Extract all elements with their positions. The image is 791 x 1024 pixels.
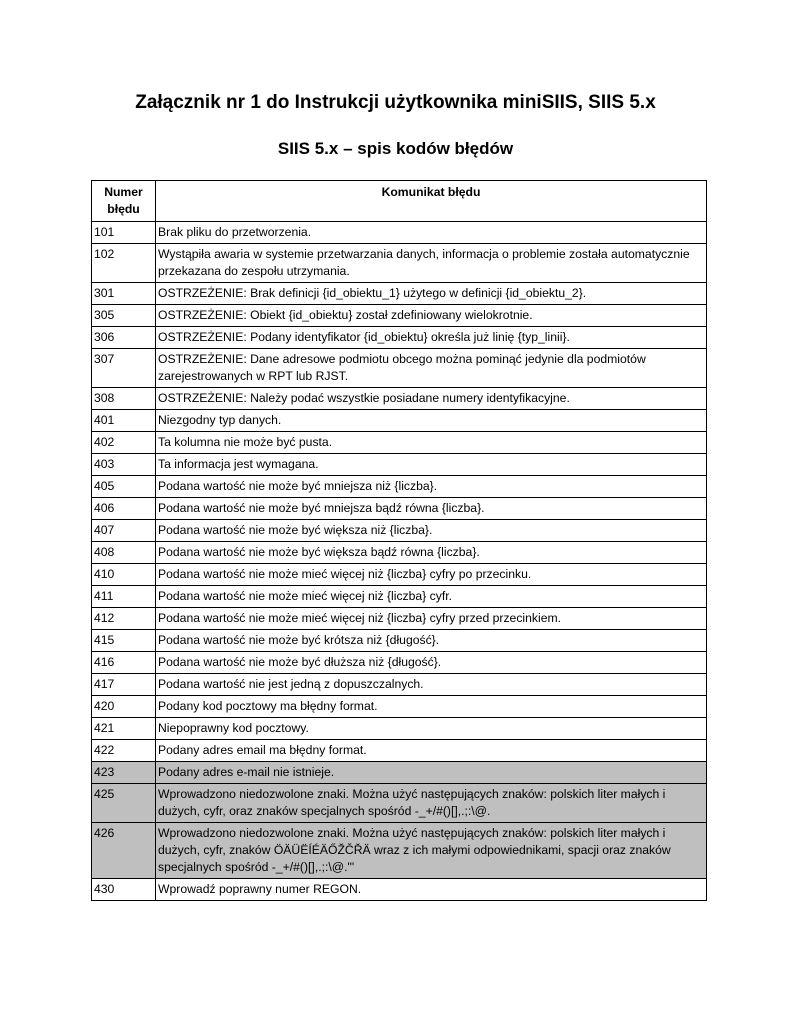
table-row — [92, 652, 707, 674]
table-row — [92, 718, 707, 740]
table-row — [92, 498, 707, 520]
table-row — [92, 586, 707, 608]
table-row — [92, 349, 707, 388]
table-row — [92, 454, 707, 476]
error-code-cell: 416 — [92, 652, 156, 674]
table-row — [92, 244, 707, 283]
error-message-cell: Podana wartość nie może być dłuższa niż {długość}. — [156, 652, 707, 674]
error-code-cell: 406 — [92, 498, 156, 520]
error-code-cell: 412 — [92, 608, 156, 630]
error-code-cell: 308 — [92, 388, 156, 410]
table-row — [92, 608, 707, 630]
table-row — [92, 520, 707, 542]
error-code-cell: 420 — [92, 696, 156, 718]
error-message-cell: Podana wartość nie może być mniejsza niż {liczba}. — [156, 476, 707, 498]
table-header-row — [92, 181, 707, 222]
error-message-cell: Ta informacja jest wymagana. — [156, 454, 707, 476]
error-code-cell: 401 — [92, 410, 156, 432]
table-row — [92, 630, 707, 652]
error-code-cell: 408 — [92, 542, 156, 564]
page-subtitle: SIIS 5.x – spis kodów błędów — [277, 139, 514, 158]
error-message-cell: Wprowadź poprawny numer REGON. — [156, 879, 707, 901]
error-message-cell: Podany adres e-mail nie istnieje. — [156, 762, 707, 784]
error-message-cell: Niepoprawny kod pocztowy. — [156, 718, 707, 740]
error-message-cell: OSTRZEŻENIE: Obiekt {id_obiektu} został zdefiniowany wielokrotnie. — [156, 305, 707, 327]
table-row — [92, 305, 707, 327]
error-code-cell: 101 — [92, 222, 156, 244]
table-row — [92, 564, 707, 586]
error-message-cell: Podany adres email ma błędny format. — [156, 740, 707, 762]
table-row — [92, 762, 707, 784]
column-header-code: Numer błędu — [92, 181, 156, 222]
table-row — [92, 696, 707, 718]
table-row — [92, 283, 707, 305]
error-message-cell: Podana wartość nie może być krótsza niż {długość}. — [156, 630, 707, 652]
error-code-cell: 410 — [92, 564, 156, 586]
table-row — [92, 784, 707, 823]
table-row — [92, 823, 707, 879]
error-message-cell: Podana wartość nie może mieć więcej niż {liczba} cyfr. — [156, 586, 707, 608]
error-message-cell: OSTRZEŻENIE: Podany identyfikator {id_obiektu} określa już linię {typ_linii}. — [156, 327, 707, 349]
error-message-cell: OSTRZEŻENIE: Brak definicji {id_obiektu_1} użytego w definicji {id_obiektu_2}. — [156, 283, 707, 305]
error-message-cell: Podana wartość nie może być większa bądź równa {liczba}. — [156, 542, 707, 564]
error-code-cell: 426 — [92, 823, 156, 879]
error-code-cell: 422 — [92, 740, 156, 762]
error-code-cell: 425 — [92, 784, 156, 823]
table-row — [92, 327, 707, 349]
error-message-cell: Brak pliku do przetworzenia. — [156, 222, 707, 244]
error-message-cell: Ta kolumna nie może być pusta. — [156, 432, 707, 454]
table-body — [92, 222, 707, 901]
error-code-cell: 402 — [92, 432, 156, 454]
error-message-cell: Podany kod pocztowy ma błędny format. — [156, 696, 707, 718]
error-code-cell: 102 — [92, 244, 156, 283]
error-code-cell: 307 — [92, 349, 156, 388]
error-message-cell: Podana wartość nie może być większa niż {liczba}. — [156, 520, 707, 542]
error-codes-table — [91, 180, 707, 901]
error-message-cell: Podana wartość nie może być mniejsza bądź równa {liczba}. — [156, 498, 707, 520]
table-row — [92, 410, 707, 432]
error-message-cell: Podana wartość nie może mieć więcej niż {liczba} cyfry po przecinku. — [156, 564, 707, 586]
table-row — [92, 432, 707, 454]
error-code-cell: 403 — [92, 454, 156, 476]
error-code-cell: 421 — [92, 718, 156, 740]
error-message-cell: Niezgodny typ danych. — [156, 410, 707, 432]
error-message-cell: Wystąpiła awaria w systemie przetwarzania danych, informacja o problemie została automatycznie przekazana do zespołu utrzymania. — [156, 244, 707, 283]
table-row — [92, 476, 707, 498]
page-title: Załącznik nr 1 do Instrukcji użytkownika miniSIIS, SIIS 5.x — [135, 92, 656, 113]
error-code-cell: 407 — [92, 520, 156, 542]
error-code-cell: 417 — [92, 674, 156, 696]
table-row — [92, 542, 707, 564]
error-code-cell: 301 — [92, 283, 156, 305]
error-message-cell: OSTRZEŻENIE: Dane adresowe podmiotu obcego można pominąć jedynie dla podmiotów zarejestrowanych w RPT lub RJST. — [156, 349, 707, 388]
error-code-cell: 423 — [92, 762, 156, 784]
error-message-cell: OSTRZEŻENIE: Należy podać wszystkie posiadane numery identyfikacyjne. — [156, 388, 707, 410]
error-message-cell: Wprowadzono niedozwolone znaki. Można użyć następujących znaków: polskich liter małych i dużych, cyfr, znaków ÖÄÜËÍÉÄŐŽČŘÄ wraz z ich małymi odpowiednikami, spacji oraz znaków specjalnych spośród -_+/#()[],.;:\@."' — [156, 823, 707, 879]
column-header-message: Komunikat błędu — [156, 181, 707, 222]
error-code-cell: 430 — [92, 879, 156, 901]
error-message-cell: Podana wartość nie może mieć więcej niż {liczba} cyfry przed przecinkiem. — [156, 608, 707, 630]
table-row — [92, 222, 707, 244]
error-message-cell: Wprowadzono niedozwolone znaki. Można użyć następujących znaków: polskich liter małych i dużych, cyfr, oraz znaków specjalnych spośród -_+/#()[],.;:\@. — [156, 784, 707, 823]
table-row — [92, 388, 707, 410]
table-row — [92, 879, 707, 901]
error-code-cell: 415 — [92, 630, 156, 652]
error-code-cell: 411 — [92, 586, 156, 608]
error-code-cell: 306 — [92, 327, 156, 349]
error-code-cell: 305 — [92, 305, 156, 327]
table-row — [92, 740, 707, 762]
error-code-cell: 405 — [92, 476, 156, 498]
table-row — [92, 674, 707, 696]
error-message-cell: Podana wartość nie jest jedną z dopuszczalnych. — [156, 674, 707, 696]
